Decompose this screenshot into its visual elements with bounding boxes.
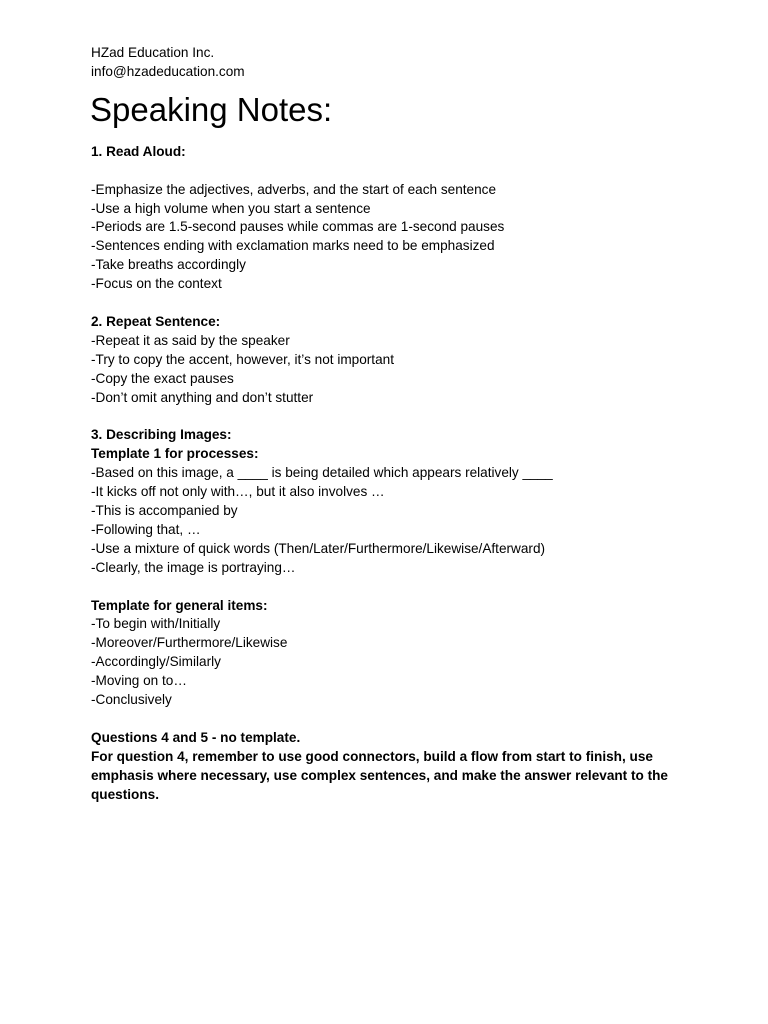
- list-item: -Repeat it as said by the speaker: [91, 332, 290, 348]
- blank-line: [91, 578, 691, 597]
- blank-line: [91, 162, 691, 181]
- list-item: -Clearly, the image is portraying…: [91, 559, 296, 575]
- list-item: -Following that, …: [91, 521, 201, 537]
- list-item: -Moving on to…: [91, 673, 187, 689]
- list-item: -Emphasize the adjectives, adverbs, and the start of each sentence: [91, 181, 497, 197]
- section-heading-repeat-sentence: 2. Repeat Sentence:: [91, 313, 221, 329]
- list-item: -Focus on the context: [91, 276, 222, 292]
- list-item: -Periods are 1.5-second pauses while commas are 1-second pauses: [91, 219, 505, 235]
- list-item: -Copy the exact pauses: [91, 370, 234, 386]
- list-item: -Don’t omit anything and don’t stutter: [91, 389, 314, 405]
- section-heading-general-items: Template for general items:: [91, 597, 268, 613]
- list-item: -Use a high volume when you start a sentence: [91, 200, 371, 216]
- company-name: HZad Education Inc.: [91, 45, 215, 60]
- list-item: -Based on this image, a ____ is being detailed which appears relatively ____: [91, 465, 553, 481]
- list-item: -Conclusively: [91, 692, 172, 708]
- page-title: Speaking Notes:: [90, 90, 333, 128]
- list-item: -Try to copy the accent, however, it’s not important: [91, 351, 394, 367]
- section-heading-describing-images: 3. Describing Images:: [91, 427, 232, 443]
- list-item: -Accordingly/Similarly: [91, 654, 221, 670]
- list-item: -It kicks off not only with…, but it also involves …: [91, 484, 385, 500]
- list-item: -Take breaths accordingly: [91, 257, 246, 273]
- blank-line: [91, 710, 691, 729]
- subheading-template-processes: Template 1 for processes:: [91, 446, 259, 462]
- list-item: -To begin with/Initially: [91, 616, 221, 632]
- blank-line: [91, 294, 691, 313]
- list-item: -This is accompanied by: [91, 502, 238, 518]
- document-page: [91, 44, 691, 804]
- company-email: info@hzadeducation.com: [91, 63, 245, 79]
- section-heading-read-aloud: 1. Read Aloud:: [91, 143, 186, 159]
- blank-line: [91, 407, 691, 426]
- list-item: -Use a mixture of quick words (Then/Later/Furthermore/Likewise/Afterward): [91, 540, 546, 556]
- list-item: -Sentences ending with exclamation marks need to be emphasized: [91, 238, 495, 254]
- list-item: -Moreover/Furthermore/Likewise: [91, 635, 288, 651]
- questions-paragraph: For question 4, remember to use good connectors, build a flow from start to finish, use emphasis where necessary, use complex sentences, and make the answer relevant to the questions.: [91, 748, 668, 802]
- section-heading-questions: Questions 4 and 5 - no template.: [91, 729, 301, 745]
